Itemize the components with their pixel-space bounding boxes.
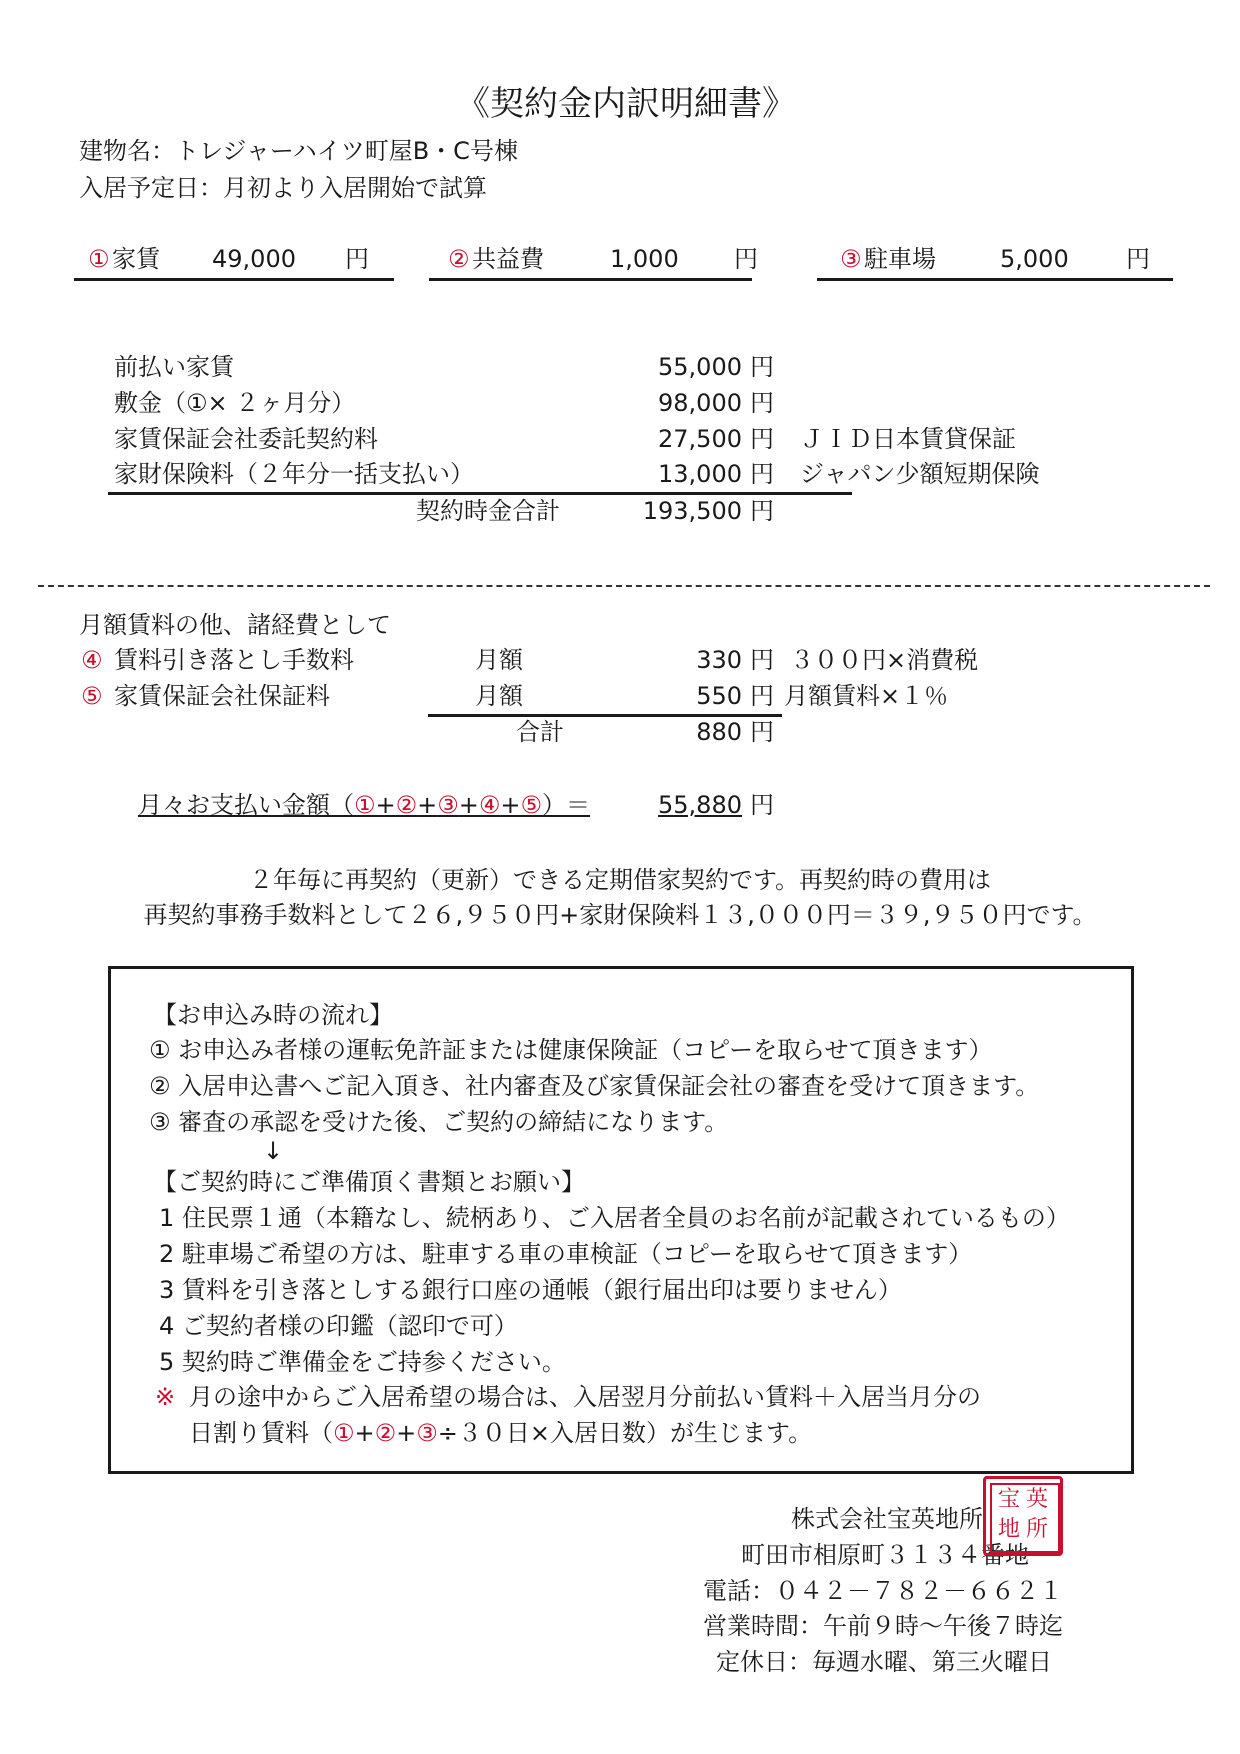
note-line-1: 月の途中からご入居希望の場合は、入居翌月分前払い賃料＋入居当月分の (189, 1383, 981, 1411)
note-prefix: 日割り賃料（ (189, 1419, 333, 1447)
formula-prefix: 月々お支払い金額（ (138, 791, 354, 819)
renewal-line-2: 再契約事務手数料として２６,９５０円+家財保険料１３,０００円＝３９,９５０円です。 (143, 901, 1097, 929)
fee-common-number: ② (448, 245, 470, 273)
formula-n5: ⑤ (520, 791, 543, 819)
formula-plus: + (417, 791, 438, 819)
fee-parking-underline (817, 278, 1173, 281)
monthly-total-label: 合計 (516, 718, 564, 746)
note-mark: ※ (155, 1383, 176, 1411)
note-n1: ① (333, 1419, 355, 1447)
fee-rent-unit: 円 (345, 245, 369, 273)
item-label: 家賃保証会社委託契約料 (114, 425, 378, 453)
fee-parking-number: ③ (840, 245, 862, 273)
contract-total-unit: 円 (750, 497, 774, 525)
company-hours: 営業時間：午前９時～午後７時迄 (703, 1612, 1063, 1640)
item-amount: 330 (696, 646, 742, 674)
dashed-divider (38, 585, 1210, 587)
fee-rent-underline (74, 278, 394, 281)
fee-parking-unit: 円 (1126, 245, 1150, 273)
building-name: 建物名：トレジャーハイツ町屋B・C号棟 (79, 137, 518, 165)
item-label: 敷金（①× ２ヶ月分） (114, 389, 356, 417)
renewal-line-1: ２年毎に再契約（更新）できる定期借家契約です。再契約時の費用は (248, 866, 992, 894)
item-unit: 円 (750, 682, 774, 710)
item-number: ④ (81, 646, 103, 674)
note-plus: + (396, 1419, 417, 1447)
doc-item: 2 駐車場ご希望の方は、駐車する車の車検証（コピーを取らせて頂きます） (159, 1240, 973, 1268)
flow-heading: 【お申込み時の流れ】 (153, 1001, 393, 1029)
fee-common-unit: 円 (734, 245, 758, 273)
fee-parking-label: 駐車場 (864, 245, 936, 273)
page-title: 《契約金内訳明細書》 (456, 84, 796, 124)
item-note: ジャパン少額短期保険 (800, 460, 1040, 488)
fee-rent-number: ① (88, 245, 110, 273)
note-n3: ③ (416, 1419, 438, 1447)
item-amount: 98,000 (658, 389, 742, 417)
formula-plus: + (458, 791, 479, 819)
down-arrow-icon: ↓ (263, 1137, 284, 1165)
item-amount: 13,000 (658, 460, 742, 488)
monthly-total-rule (428, 714, 782, 717)
item-label: 家財保険料（２年分一括支払い） (114, 460, 474, 488)
item-period: 月額 (475, 682, 523, 710)
item-period: 月額 (475, 646, 523, 674)
item-note: ３００円×消費税 (790, 646, 979, 674)
item-label: 家賃保証会社保証料 (114, 682, 330, 710)
move-in-date: 入居予定日：月初より入居開始で試算 (79, 174, 487, 202)
flow-step: ① お申込み者様の運転免許証または健康保険証（コピーを取らせて頂きます） (149, 1036, 993, 1064)
monthly-payment-unit: 円 (750, 791, 774, 819)
formula-suffix: ）＝ (542, 791, 591, 819)
monthly-total-unit: 円 (750, 718, 774, 746)
item-amount: 55,000 (658, 353, 742, 381)
contract-total-amount: 193,500 (642, 497, 742, 525)
company-holiday: 定休日：毎週水曜、第三火曜日 (716, 1648, 1052, 1676)
fee-parking-amount: 5,000 (1000, 245, 1069, 273)
item-label: 賃料引き落とし手数料 (114, 646, 354, 674)
contract-total-rule (108, 492, 852, 495)
fee-common-amount: 1,000 (610, 245, 679, 273)
formula-plus: + (500, 791, 521, 819)
item-unit: 円 (750, 425, 774, 453)
formula-n4: ④ (478, 791, 501, 819)
fee-common-underline (429, 278, 752, 281)
item-note: 月額賃料×１％ (784, 682, 949, 710)
fee-rent-label: 家賃 (112, 245, 160, 273)
formula-n3: ③ (437, 791, 459, 819)
doc-item: 5 契約時ご準備金をご持参ください。 (159, 1348, 566, 1376)
contract-total-label: 契約時金合計 (416, 497, 560, 525)
item-number: ⑤ (81, 682, 103, 710)
docs-heading: 【ご契約時にご準備頂く書類とお願い】 (153, 1168, 585, 1196)
company-seal-icon: 宝 英 地 所 (983, 1476, 1063, 1556)
item-unit: 円 (750, 389, 774, 417)
note-suffix: ÷３０日×入居日数）が生じます。 (437, 1419, 813, 1447)
doc-item: 1 住民票１通（本籍なし、続柄あり、ご入居者全員のお名前が記載されているもの） (159, 1204, 1070, 1232)
item-unit: 円 (750, 460, 774, 488)
flow-step: ② 入居申込書へご記入頂き、社内審査及び家賃保証会社の審査を受けて頂きます。 (149, 1072, 1040, 1100)
monthly-payment-formula (138, 791, 590, 820)
fee-rent-amount: 49,000 (212, 245, 296, 273)
fee-common-label: 共益費 (472, 245, 544, 273)
application-flow-box (108, 966, 1134, 1474)
item-label: 前払い家賃 (114, 353, 234, 381)
company-name: 株式会社宝英地所 (791, 1505, 983, 1533)
flow-step: ③ 審査の承認を受けた後、ご契約の締結になります。 (149, 1108, 729, 1136)
item-note: ＪＩＤ日本賃貸保証 (800, 425, 1016, 453)
doc-item: 3 賃料を引き落としする銀行口座の通帳（銀行届出印は要りません） (159, 1276, 902, 1304)
note-plus: + (354, 1419, 375, 1447)
note-line-2 (189, 1419, 812, 1448)
monthly-heading: 月額賃料の他、諸経費として (79, 611, 391, 639)
formula-n2: ② (395, 791, 418, 819)
item-amount: 27,500 (658, 425, 742, 453)
item-unit: 円 (750, 646, 774, 674)
formula-plus: + (375, 791, 396, 819)
item-amount: 550 (696, 682, 742, 710)
item-unit: 円 (750, 353, 774, 381)
monthly-total-amount: 880 (696, 718, 742, 746)
note-n2: ② (374, 1419, 397, 1447)
company-phone: 電話：０４２－７８２－６６２１ (703, 1577, 1063, 1605)
formula-n1: ① (354, 791, 376, 819)
monthly-payment-amount: 55,880 (658, 791, 742, 819)
doc-item: 4 ご契約者様の印鑑（認印で可） (159, 1312, 518, 1340)
company-address: 町田市相原町３１３４番地 (741, 1541, 1029, 1569)
